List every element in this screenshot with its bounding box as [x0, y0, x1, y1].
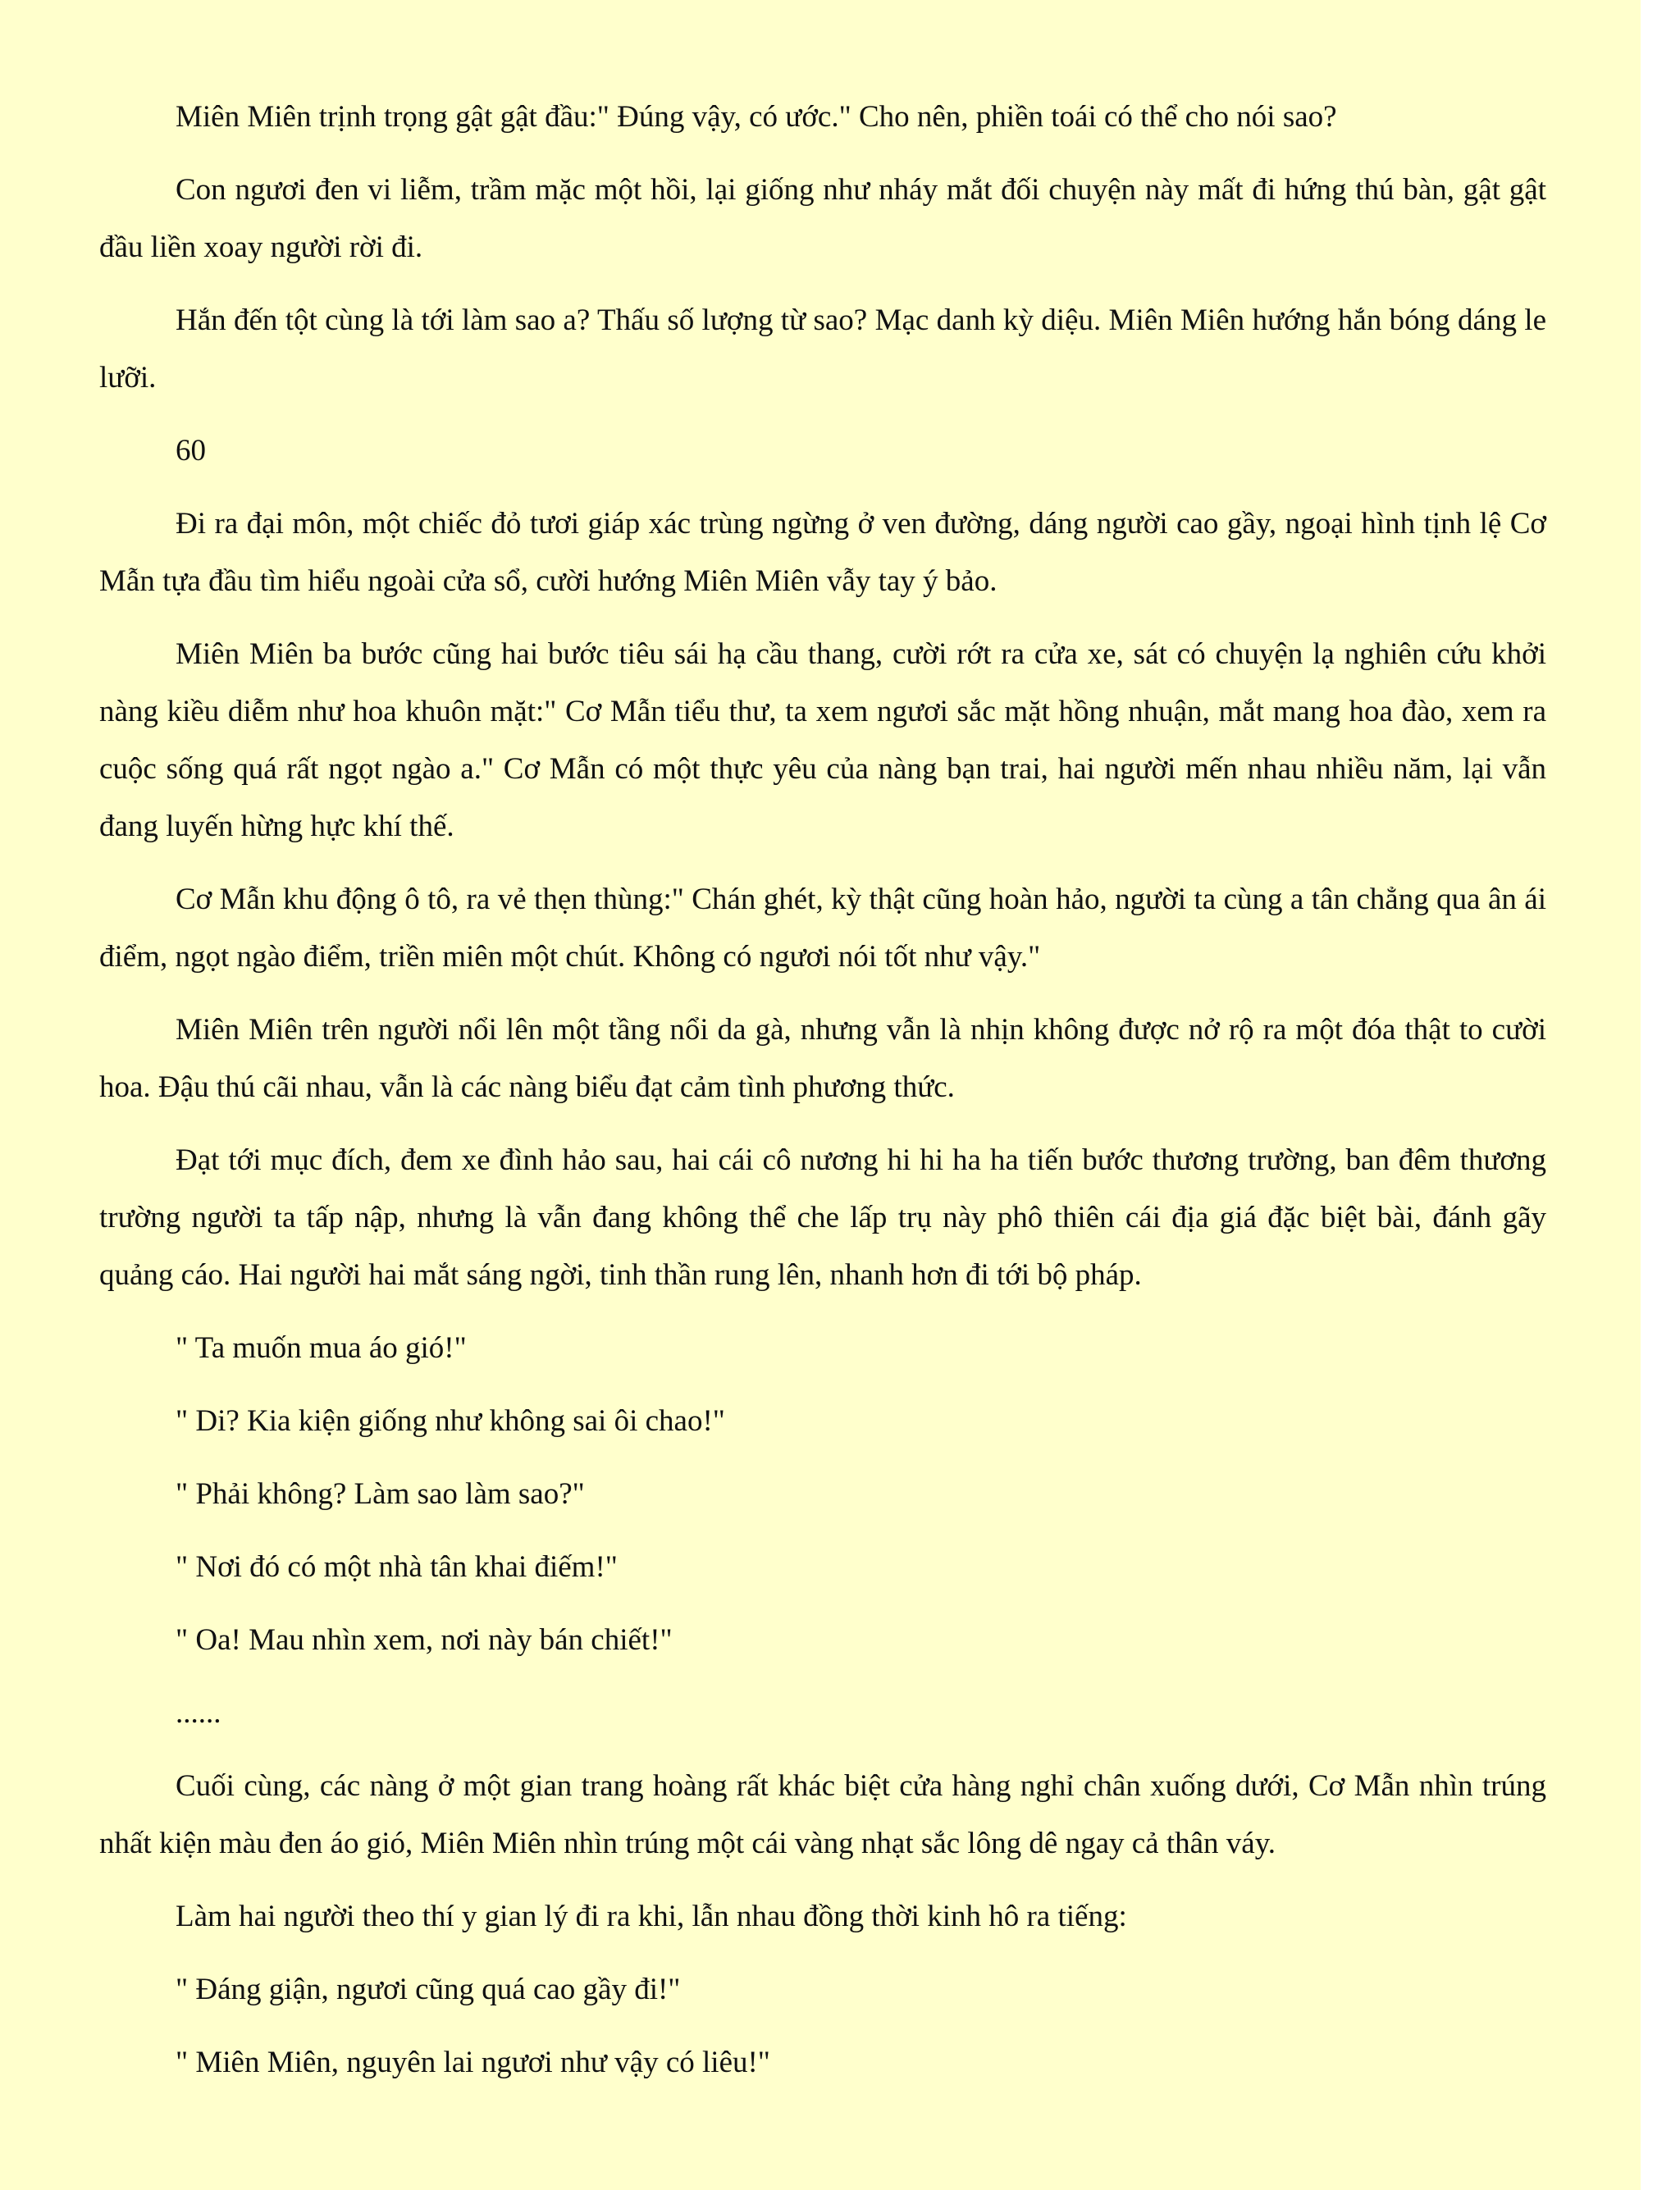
dialogue-line: " Oa! Mau nhìn xem, nơi này bán chiết!": [176, 1623, 673, 1657]
paragraph: Con ngươi đen vi liễm, trầm mặc một hồi, lại giống như nháy mắt đối chuyện này mất đi hứng thú bàn, gật gật đầu liền xoay người rời đi.: [99, 173, 1546, 264]
paragraph: Đi ra đại môn, một chiếc đỏ tươi giáp xác trùng ngừng ở ven đường, dáng người cao gầy, ngoại hình tịnh lệ Cơ Mẫn tựa đầu tìm hiểu ngoài cửa sổ, cười hướng Miên Miên vẫy tay ý bảo.: [99, 507, 1546, 598]
paragraph: Cơ Mẫn khu động ô tô, ra vẻ thẹn thùng:" Chán ghét, kỳ thật cũng hoàn hảo, người ta cùng a tân chẳng qua ân ái điểm, ngọt ngào điểm, triền miên một chút. Không có ngươi nói tốt như vậy.": [99, 883, 1546, 974]
paragraph: Miên Miên trên người nổi lên một tầng nổi da gà, nhưng vẫn là nhịn không được nở rộ ra một đóa thật to cười hoa. Đậu thú cãi nhau, vẫn là các nàng biểu đạt cảm tình phương thức.: [99, 1013, 1546, 1104]
paragraph: Miên Miên ba bước cũng hai bước tiêu sái hạ cầu thang, cười rớt ra cửa xe, sát có chuyện lạ nghiên cứu khởi nàng kiều diễm như hoa khuôn mặt:" Cơ Mẫn tiểu thư, ta xem ngươi sắc mặt hồng nhuận, mắt mang hoa đào, xem ra cuộc sống quá rất ngọt ngào a." Cơ Mẫn có một thực yêu của nàng bạn trai, hai người mến nhau nhiều năm, lại vẫn đang luyến hừng hực khí thế.: [99, 637, 1546, 843]
dialogue-line: " Đáng giận, ngươi cũng quá cao gầy đi!": [176, 1973, 681, 2006]
dialogue-line: " Di? Kia kiện giống như không sai ôi chao!": [176, 1404, 725, 1438]
dialogue-line: " Miên Miên, nguyên lai ngươi như vậy có liêu!": [176, 2046, 770, 2079]
dialogue-line: " Ta muốn mua áo gió!": [176, 1331, 467, 1365]
paragraph: Đạt tới mục đích, đem xe đình hảo sau, hai cái cô nương hi hi ha ha tiến bước thương trường, ban đêm thương trường người ta tấp nập, nhưng là vẫn đang không thể che lấp trụ này phô thiên cái địa giá đặc biệt bài, đánh gãy quảng cáo. Hai người hai mắt sáng ngời, tinh thần rung lên, nhanh hơn đi tới bộ pháp.: [99, 1143, 1546, 1292]
paragraph: Cuối cùng, các nàng ở một gian trang hoàng rất khác biệt cửa hàng nghỉ chân xuống dưới, Cơ Mẫn nhìn trúng nhất kiện màu đen áo gió, Miên Miên nhìn trúng một cái vàng nhạt sắc lông dê ngay cả thân váy.: [99, 1769, 1546, 1860]
dialogue-line: " Phải không? Làm sao làm sao?": [176, 1477, 585, 1511]
chapter-number: 60: [176, 434, 206, 468]
paragraph: Hắn đến tột cùng là tới làm sao a? Thấu số lượng từ sao? Mạc danh kỳ diệu. Miên Miên hướng hắn bóng dáng le lưỡi.: [99, 303, 1546, 395]
paragraph: Miên Miên trịnh trọng gật gật đầu:" Đúng vậy, có ước." Cho nên, phiền toái có thể cho nói sao?: [176, 100, 1337, 134]
ellipsis-line: ......: [176, 1696, 221, 1730]
paragraph: Làm hai người theo thí y gian lý đi ra khi, lẫn nhau đồng thời kinh hô ra tiếng:: [176, 1900, 1127, 1933]
dialogue-line: " Nơi đó có một nhà tân khai điếm!": [176, 1550, 618, 1584]
